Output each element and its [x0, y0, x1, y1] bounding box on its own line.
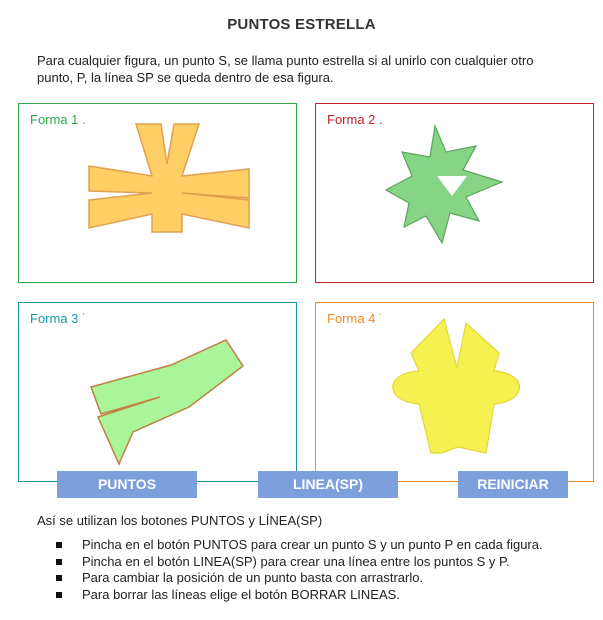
shape-panel-2[interactable] — [315, 103, 594, 283]
list-item — [56, 537, 543, 554]
shape-panel-1[interactable] — [18, 103, 297, 283]
intro-text: Para cualquier figura, un punto S, se llama punto estrella si al unirlo con cualquier otro punto, P, la línea SP se queda dentro de esa figura. — [37, 53, 534, 85]
panel-label-2: Forma 2 . — [327, 112, 383, 127]
instruction-text: Pincha en el botón LINEA(SP) para crear una línea entre los puntos S y P. — [82, 553, 510, 569]
list-item — [56, 554, 543, 571]
shape-3-canvas[interactable] — [19, 303, 298, 483]
panel-label-4: Forma 4 ˙ — [327, 311, 384, 326]
shape-4-canvas[interactable] — [316, 303, 595, 483]
instruction-text: Pincha en el botón PUNTOS para crear un punto S y un punto P en cada figura. — [82, 537, 543, 552]
bullet-icon — [56, 575, 62, 581]
page-title: PUNTOS ESTRELLA — [227, 16, 376, 33]
shape-1[interactable] — [89, 124, 249, 232]
shape-panel-3[interactable] — [18, 302, 297, 482]
shape-3[interactable] — [91, 340, 243, 464]
shape-2-canvas[interactable] — [316, 104, 595, 284]
panel-label-3: Forma 3 ˙ — [30, 311, 87, 326]
shape-panel-4[interactable] — [315, 302, 594, 482]
instruction-text: Para cambiar la posición de un punto basta con arrastrarlo. — [82, 570, 424, 585]
shape-4[interactable] — [393, 319, 520, 453]
instructions-list — [56, 537, 543, 603]
bullet-icon — [56, 592, 62, 598]
panel-label-1: Forma 1 . — [30, 112, 86, 127]
usage-title: Así se utilizan los botones PUNTOS y LÍNEA(SP) — [37, 513, 323, 528]
bullet-icon — [56, 542, 62, 548]
puntos-button[interactable]: PUNTOS — [57, 471, 197, 498]
reiniciar-button[interactable]: REINICIAR — [458, 471, 568, 498]
instruction-text: Para borrar las líneas elige el botón BORRAR LINEAS. — [82, 586, 400, 602]
bullet-icon — [56, 559, 62, 565]
list-item — [56, 587, 543, 604]
shape-1-canvas[interactable] — [19, 104, 298, 284]
linea-sp-button[interactable]: LINEA(SP) — [258, 471, 398, 498]
list-item — [56, 570, 543, 587]
